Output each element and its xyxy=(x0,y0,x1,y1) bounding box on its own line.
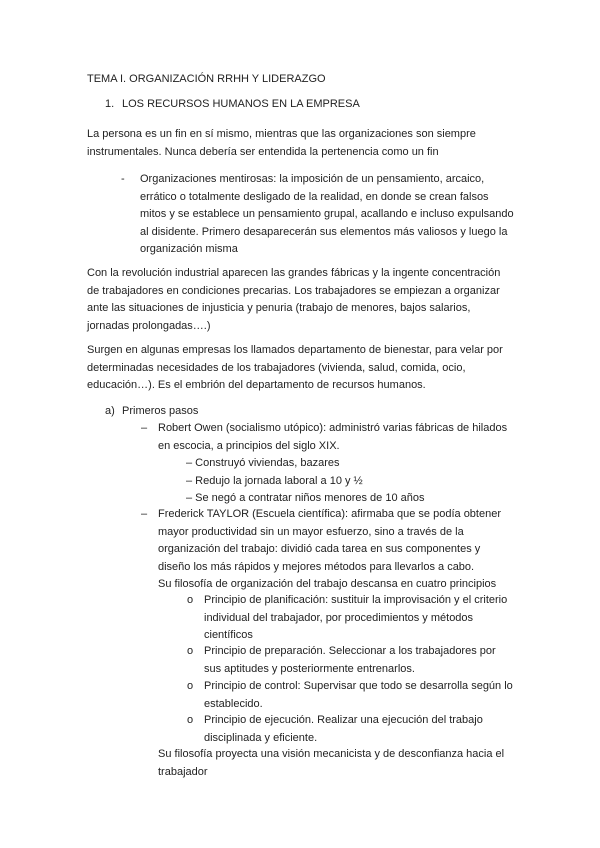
list-item: – Se negó a contratar niños menores de 10 años xyxy=(186,492,425,504)
text-line: jornadas prolongadas….) xyxy=(87,319,211,332)
text-line: sus aptitudes y posteriormente entrenarlos. xyxy=(204,662,415,675)
text-line: Surgen en algunas empresas los llamados departamento de bienestar, para velar por xyxy=(87,344,503,356)
principle-item xyxy=(204,712,483,747)
list-item: – Redujo la jornada laboral a 10 y ½ xyxy=(186,474,363,487)
section-number: 1. xyxy=(105,98,115,110)
text-line: en escocia, a principios del siglo XIX. xyxy=(158,439,340,452)
revolucion-paragraph xyxy=(87,265,500,335)
taylor-item xyxy=(158,506,501,594)
text-line: disciplinada y eficiente. xyxy=(204,731,318,744)
dash-bullet: – xyxy=(141,508,148,520)
text-line: organización del trabajo: dividió cada tarea en sus componentes y xyxy=(158,543,481,555)
taylor-closing xyxy=(158,746,504,781)
text-line: científicos xyxy=(204,629,253,641)
bienestar-paragraph xyxy=(87,342,503,395)
text-line: diseño los más rápidos y mejores métodos para llevarlos a cabo. xyxy=(158,560,475,573)
text-line: trabajador xyxy=(158,765,208,778)
text-line: Su filosofía proyecta una visión mecanicista y de desconfianza hacia el xyxy=(158,748,505,760)
text-line: Organizaciones mentirosas: la imposición de un pensamiento, arcaico, xyxy=(140,173,485,185)
owen-item xyxy=(158,420,507,455)
text-line: mitos y se establece un pensamiento grupal, acallando e incluso expulsando xyxy=(140,208,514,220)
text-line: Frederick TAYLOR (Escuela científica): afirmaba que se podía obtener xyxy=(158,508,501,520)
text-line: Principio de control: Supervisar que todo se desarrolla según lo xyxy=(204,680,513,692)
circle-bullet: o xyxy=(187,714,194,726)
text-line: errático o totalmente desligado de la realidad, en donde se crean falsos xyxy=(140,190,489,203)
principle-item xyxy=(204,643,496,678)
principle-item xyxy=(204,592,507,645)
text-line: establecido. xyxy=(204,697,263,710)
text-line: Principio de planificación: sustituir la improvisación y el criterio xyxy=(204,594,508,606)
text-line: organización misma xyxy=(140,243,238,255)
subsection-title: Primeros pasos xyxy=(122,405,199,417)
dash-bullet: - xyxy=(121,173,125,185)
text-line: individual del trabajador, por procedimientos y métodos xyxy=(204,611,474,624)
document-title: TEMA I. ORGANIZACIÓN RRHH Y LIDERAZGO xyxy=(87,73,326,85)
text-line: Su filosofía de organización del trabajo descansa en cuatro principios xyxy=(158,578,497,590)
text-line: Principio de ejecución. Realizar una ejecución del trabajo xyxy=(204,714,483,726)
intro-paragraph xyxy=(87,126,476,161)
mentirosas-item xyxy=(140,171,514,259)
section-title: LOS RECURSOS HUMANOS EN LA EMPRESA xyxy=(122,98,360,110)
circle-bullet: o xyxy=(187,645,194,657)
text-line: educación…). Es el embrión del departamento de recursos humanos. xyxy=(87,379,426,391)
subsection-marker: a) xyxy=(105,405,115,417)
text-line: La persona es un fin en sí mismo, mientras que las organizaciones son siempre xyxy=(87,128,476,140)
text-line: instrumentales. Nunca debería ser entendida la pertenencia como un fin xyxy=(87,145,439,158)
circle-bullet: o xyxy=(187,680,194,692)
text-line: mayor productividad sin un mayor esfuerzo, sino a través de la xyxy=(158,525,464,538)
text-line: ante las situaciones de injusticia y penuria (trabajo de menores, bajos salarios, xyxy=(87,302,471,314)
dash-bullet: – xyxy=(141,422,148,434)
text-line: determinadas necesidades de los trabajadores (vivienda, salud, comida, ocio, xyxy=(87,361,466,374)
owen-sublist xyxy=(186,455,425,508)
text-line: Con la revolución industrial aparecen las grandes fábricas y la ingente concentración xyxy=(87,267,501,279)
text-line: Robert Owen (socialismo utópico): administró varias fábricas de hilados xyxy=(158,422,508,434)
text-line: Principio de preparación. Seleccionar a los trabajadores por xyxy=(204,645,496,657)
circle-bullet: o xyxy=(187,594,194,606)
principle-item xyxy=(204,678,513,713)
text-line: de trabajadores en condiciones precarias. Los trabajadores se empiezan a organizar xyxy=(87,284,500,297)
list-item: – Construyó viviendas, bazares xyxy=(186,457,340,469)
text-line: al disidente. Primero desaparecerán sus elementos más valiosos y luego la xyxy=(140,225,508,238)
